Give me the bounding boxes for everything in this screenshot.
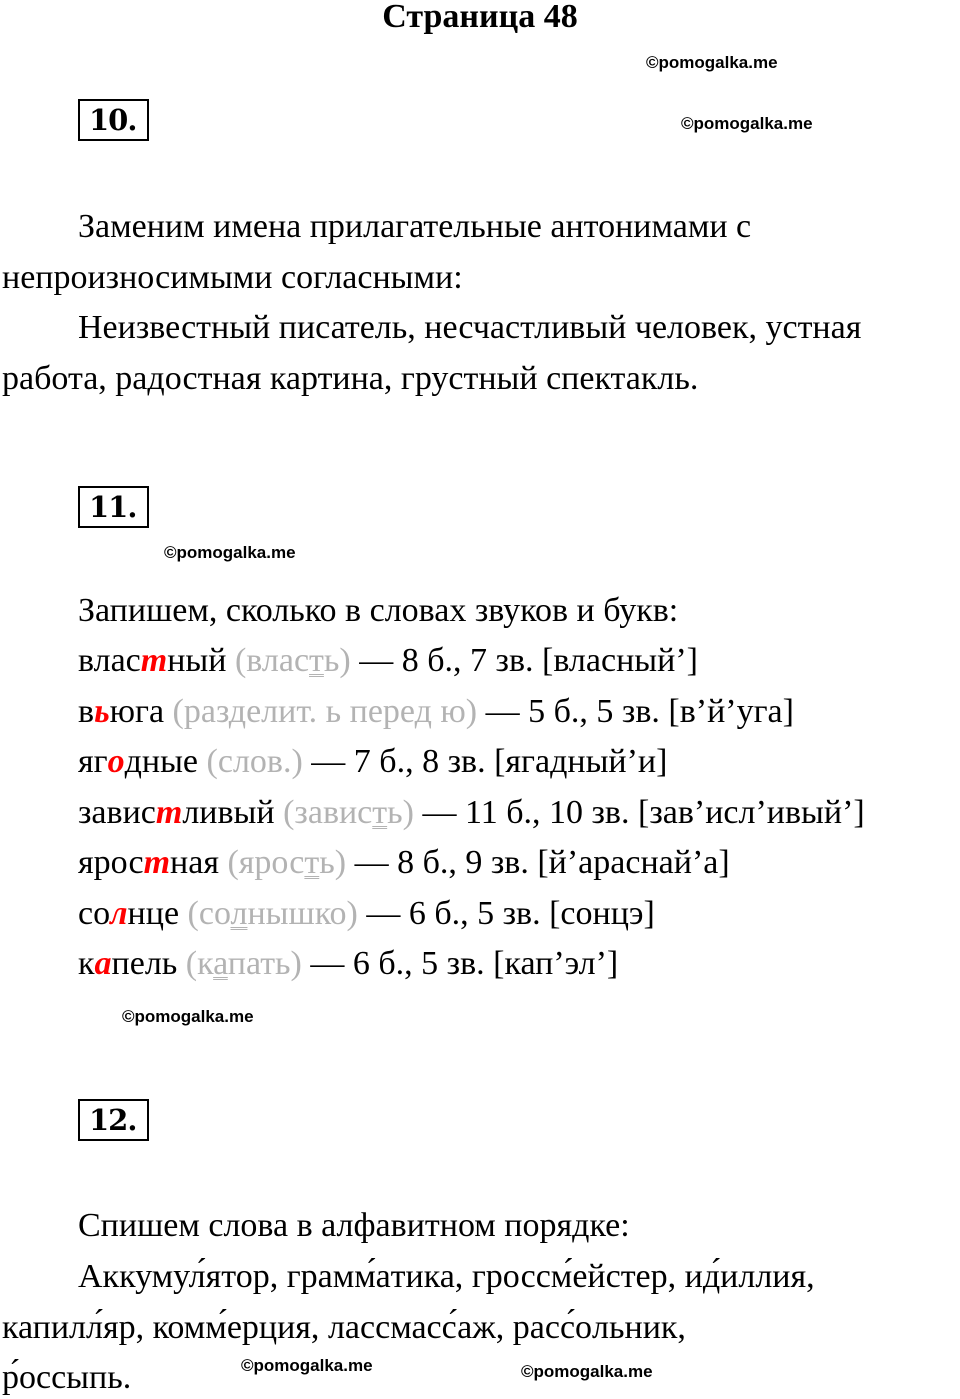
- watermark: ©pomogalka.me: [122, 1007, 254, 1026]
- task-12-intro: Спишем слова в алфавитном порядке:: [78, 1207, 630, 1244]
- hint: (слов.): [206, 743, 303, 780]
- count-info: — 8 б., 9 зв. [й’араснай’а]: [354, 844, 730, 881]
- count-info: — 7 б., 8 зв. [ягадный’и]: [311, 743, 668, 780]
- word: гроссме ́йстер,: [472, 1258, 685, 1295]
- word: иди ́ллия,: [685, 1258, 815, 1295]
- word: Аккумуля ́тор,: [78, 1258, 287, 1295]
- hint: (зависть): [283, 794, 414, 831]
- stressed-vowel: я ́: [103, 1309, 119, 1346]
- task-10-line-3: Неизвестный писатель, несчастливый человек, устная: [78, 309, 862, 346]
- watermark: ©pomogalka.me: [681, 114, 813, 133]
- word-analysis-row: ягодные (слов.) — 7 б., 8 зв. [ягадный’и]: [78, 743, 668, 780]
- count-info: — 6 б., 5 зв. [кап’эл’]: [310, 945, 619, 982]
- highlight-letter: л: [110, 895, 128, 932]
- count-info: — 8 б., 7 зв. [власный’]: [359, 642, 698, 679]
- word-list-line-2: [2, 1308, 686, 1348]
- task-number-12: 12.: [78, 1099, 149, 1141]
- stressed-vowel: е ́: [227, 1309, 242, 1346]
- task-10-line-1: Заменим имена прилагательные антонимами с: [78, 208, 752, 245]
- count-info: — 5 б., 5 зв. [в’й’уга]: [485, 693, 794, 730]
- count-info: — 6 б., 5 зв. [сонцэ]: [366, 895, 655, 932]
- word: масса ́ж,: [390, 1309, 513, 1346]
- word-analysis-row: властный (власть) — 8 б., 7 зв. [власный’]: [78, 642, 698, 679]
- task-number-10: 10.: [78, 99, 149, 141]
- task-10-line-2: непроизносимыми согласными:: [2, 259, 463, 296]
- hint: (солнышко): [187, 895, 358, 932]
- task-10-line-4: работа, радостная картина, грустный спектакль.: [2, 360, 699, 397]
- page-title: Страница 48: [382, 0, 578, 35]
- word: лacc: [327, 1309, 391, 1346]
- watermark: ©pomogalka.me: [521, 1362, 653, 1381]
- stressed-vowel: а ́: [457, 1309, 472, 1346]
- word-analysis-row: завистливый (зависть) — 11 б., 10 зв. [зав’исл’ивый’]: [78, 794, 865, 831]
- watermark: ©pomogalka.me: [241, 1356, 373, 1375]
- highlight-letter: т: [140, 642, 168, 679]
- stressed-vowel: о ́: [19, 1359, 36, 1396]
- stressed-vowel: е ́: [572, 1258, 587, 1295]
- word-analysis-row: яростная (ярость) — 8 б., 9 зв. [й’араснай’а]: [78, 844, 730, 881]
- hint: (власть): [234, 642, 351, 679]
- word-list-line-1: [78, 1257, 815, 1297]
- watermark: ©pomogalka.me: [164, 543, 296, 562]
- highlight-letter: т: [155, 794, 183, 831]
- stressed-vowel: и ́: [720, 1258, 738, 1295]
- stressed-vowel: о ́: [575, 1309, 592, 1346]
- highlight-letter: а: [94, 945, 112, 982]
- highlight-letter: т: [143, 844, 171, 881]
- highlight-letter: о: [107, 743, 125, 780]
- word-analysis-row: капель (капать) — 6 б., 5 зв. [кап’эл’]: [78, 945, 619, 982]
- word: грамма ́тика,: [287, 1258, 472, 1295]
- word-list-line-3: [2, 1358, 131, 1398]
- word: рассо ́льник,: [513, 1309, 686, 1346]
- count-info: — 11 б., 10 зв. [зав’исл’ивый’]: [422, 794, 865, 831]
- word-analysis-row: вьюга (разделит. ь перед ю) — 5 б., 5 зв. [в’й’уга]: [78, 693, 794, 730]
- hint: (разделит. ь перед ю): [172, 693, 478, 730]
- task-11-intro: Запишем, сколько в словах звуков и букв:: [78, 592, 679, 629]
- word: комме ́рция,: [153, 1309, 328, 1346]
- hint: (капать): [185, 945, 302, 982]
- highlight-letter: ь: [94, 693, 110, 730]
- word: ро ́ссыпь.: [2, 1359, 131, 1396]
- stressed-vowel: я ́: [206, 1258, 222, 1295]
- task-number-11: 11.: [78, 486, 149, 528]
- watermark: ©pomogalka.me: [646, 53, 778, 72]
- word-analysis-row: солнце (солнышко) — 6 б., 5 зв. [сонцэ]: [78, 895, 655, 932]
- hint: (ярость): [227, 844, 347, 881]
- stressed-vowel: а ́: [376, 1258, 391, 1295]
- word: капилля ́р,: [2, 1309, 153, 1346]
